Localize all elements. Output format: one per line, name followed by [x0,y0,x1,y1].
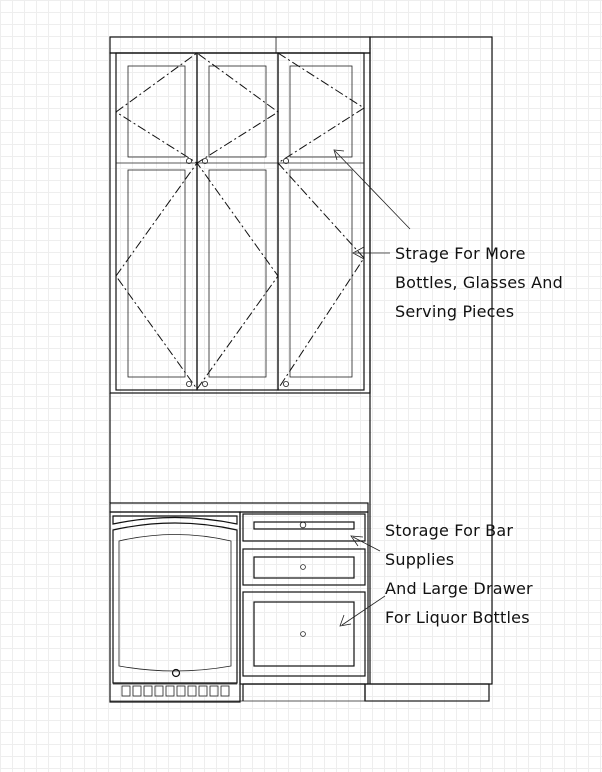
upper-storage-note-line: Strage For More [395,244,526,263]
lower-storage-note [385,516,533,632]
door-swing-lines [116,53,364,389]
upper-left-glass-doors [116,53,278,390]
upper-right-glass-door [278,53,364,390]
lower-storage-note-line: And Large Drawer [385,579,533,598]
bar-supplies-drawers [243,514,365,585]
upper-storage-note-line: Serving Pieces [395,302,515,321]
door-knobs [186,158,288,386]
liquor-bottle-drawer [243,592,365,676]
lower-storage-note-line: Supplies [385,550,455,569]
upper-storage-note-line: Bottles, Glasses And [395,273,563,292]
beverage-refrigerator [110,512,240,702]
countertop [110,503,368,512]
lower-storage-note-line: Storage For Bar [385,521,514,540]
lower-storage-note-line: For Liquor Bottles [385,608,530,627]
refrigerator-grille [113,684,237,696]
upper-storage-note [395,239,563,326]
upper-cabinet [110,37,370,503]
